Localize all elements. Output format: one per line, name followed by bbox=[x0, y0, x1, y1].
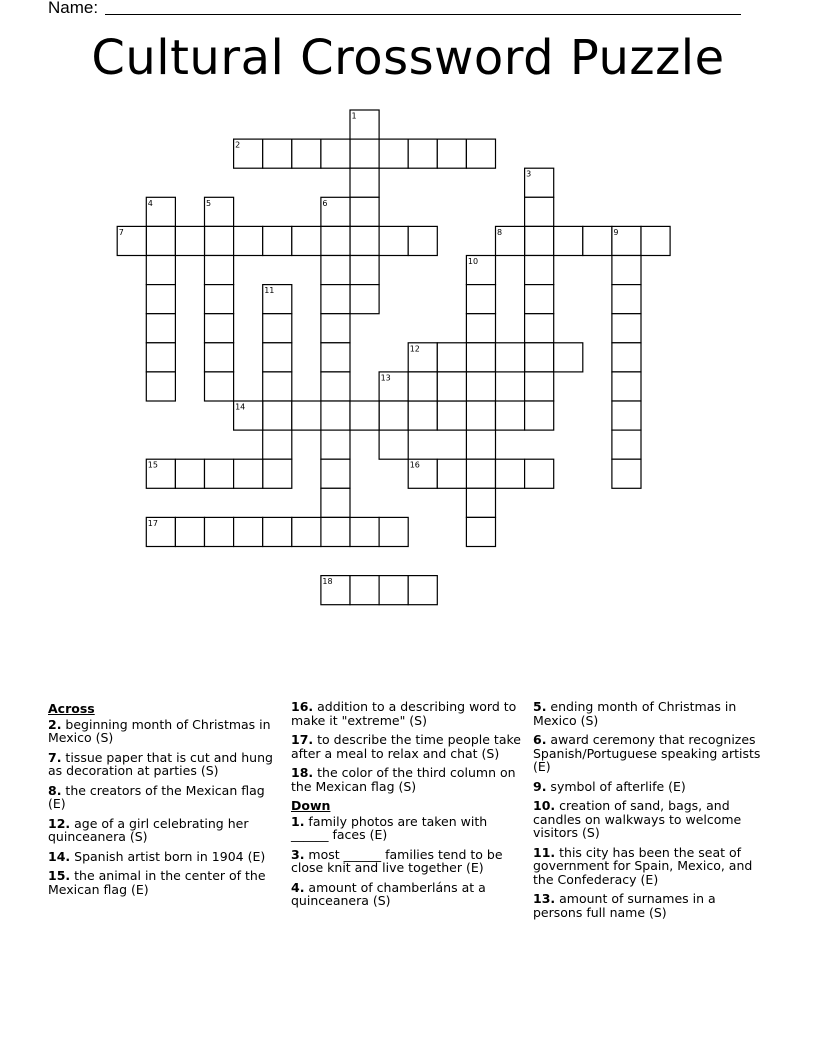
grid-cell[interactable] bbox=[466, 430, 495, 459]
grid-number: 18 bbox=[322, 577, 333, 587]
page-title: Cultural Crossword Puzzle bbox=[91, 30, 725, 86]
clue-number: 2. bbox=[48, 716, 62, 732]
clue-across-15 bbox=[48, 869, 276, 896]
grid-cell[interactable] bbox=[437, 459, 466, 488]
grid-cell[interactable] bbox=[525, 285, 554, 314]
grid-cell[interactable] bbox=[525, 459, 554, 488]
grid-cell[interactable] bbox=[263, 372, 292, 401]
clue-number: 8. bbox=[48, 782, 62, 798]
grid-cell[interactable] bbox=[525, 314, 554, 343]
clue-text: symbol of afterlife (E) bbox=[546, 778, 686, 794]
clue-text: award ceremony that recognizes Spanish/Portuguese speaking artists (E) bbox=[533, 732, 761, 774]
clue-text: the creators of the Mexican flag (E) bbox=[48, 782, 265, 811]
grid-cell[interactable] bbox=[496, 401, 525, 430]
grid-number: 13 bbox=[380, 373, 391, 383]
grid-cell[interactable] bbox=[263, 226, 292, 255]
grid-cell[interactable] bbox=[350, 197, 379, 226]
grid-cell[interactable] bbox=[466, 139, 495, 168]
grid-cell[interactable] bbox=[408, 576, 437, 605]
grid-cell[interactable] bbox=[292, 401, 321, 430]
grid-cell[interactable] bbox=[466, 488, 495, 517]
clue-across-14 bbox=[48, 850, 276, 864]
grid-cell[interactable] bbox=[379, 517, 408, 546]
clue-across-17 bbox=[291, 733, 527, 760]
grid-cell[interactable] bbox=[146, 343, 175, 372]
grid-cell[interactable] bbox=[146, 314, 175, 343]
clue-across-8 bbox=[48, 784, 276, 811]
clue-across-2 bbox=[48, 718, 276, 745]
clue-across-7 bbox=[48, 751, 276, 778]
grid-cell[interactable] bbox=[612, 372, 641, 401]
grid-cell[interactable] bbox=[263, 459, 292, 488]
grid-cell[interactable] bbox=[292, 139, 321, 168]
grid-cell[interactable] bbox=[612, 285, 641, 314]
clue-number: 6. bbox=[533, 732, 547, 747]
clue-down-10 bbox=[533, 799, 765, 840]
grid-number: 16 bbox=[409, 460, 420, 470]
grid-cell[interactable] bbox=[234, 226, 263, 255]
grid-cell[interactable] bbox=[408, 372, 437, 401]
grid-cell[interactable] bbox=[321, 372, 350, 401]
grid-cell[interactable] bbox=[205, 343, 234, 372]
grid-cell[interactable] bbox=[205, 459, 234, 488]
grid-cell[interactable] bbox=[379, 576, 408, 605]
grid-cell[interactable] bbox=[466, 285, 495, 314]
grid-number: 15 bbox=[147, 460, 158, 470]
grid-number: 11 bbox=[264, 286, 275, 296]
grid-cell[interactable] bbox=[146, 256, 175, 285]
clue-text: Spanish artist born in 1904 (E) bbox=[70, 848, 266, 864]
grid-number: 12 bbox=[409, 344, 420, 354]
clue-text: ending month of Christmas in Mexico (S) bbox=[533, 699, 737, 728]
grid-cell[interactable] bbox=[525, 226, 554, 255]
grid-cell[interactable] bbox=[234, 459, 263, 488]
grid-cell[interactable] bbox=[263, 343, 292, 372]
clue-number: 5. bbox=[533, 699, 547, 714]
clue-down-3 bbox=[291, 848, 527, 875]
clue-text: this city has been the seat of government for Spain, Mexico, and the Confederacy (E) bbox=[533, 844, 753, 887]
grid-number: 8 bbox=[497, 227, 503, 237]
clue-column-3 bbox=[533, 700, 765, 925]
grid-cell[interactable] bbox=[379, 401, 408, 430]
grid-number: 17 bbox=[147, 518, 158, 528]
clue-across-18 bbox=[291, 766, 527, 793]
grid-cell[interactable] bbox=[205, 285, 234, 314]
clue-down-9 bbox=[533, 780, 765, 794]
grid-cell[interactable] bbox=[525, 343, 554, 372]
grid-number: 7 bbox=[118, 227, 124, 237]
grid-cell[interactable] bbox=[292, 226, 321, 255]
clue-text: amount of chamberláns at a quinceanera (S) bbox=[291, 879, 486, 908]
grid-cell[interactable] bbox=[350, 517, 379, 546]
grid-cell[interactable] bbox=[321, 401, 350, 430]
grid-cell[interactable] bbox=[263, 430, 292, 459]
grid-cell[interactable] bbox=[466, 517, 495, 546]
clue-down-6 bbox=[533, 733, 765, 774]
grid-cell[interactable] bbox=[350, 139, 379, 168]
clue-number: 13. bbox=[533, 891, 556, 906]
grid-cell[interactable] bbox=[146, 285, 175, 314]
grid-cell[interactable] bbox=[496, 459, 525, 488]
grid-cell[interactable] bbox=[437, 401, 466, 430]
grid-cell[interactable] bbox=[350, 168, 379, 197]
grid-number: 9 bbox=[613, 227, 619, 237]
grid-cell[interactable] bbox=[525, 197, 554, 226]
clue-text: most ______ families tend to be close knit and live together (E) bbox=[291, 846, 503, 875]
grid-cell[interactable] bbox=[263, 139, 292, 168]
clue-number: 4. bbox=[291, 879, 305, 895]
grid-cell[interactable] bbox=[350, 256, 379, 285]
grid-cell[interactable] bbox=[612, 314, 641, 343]
grid-cell[interactable] bbox=[321, 459, 350, 488]
clue-down-1 bbox=[291, 815, 527, 842]
grid-cell[interactable] bbox=[321, 343, 350, 372]
clue-number: 15. bbox=[48, 868, 71, 883]
grid-cell[interactable] bbox=[525, 372, 554, 401]
clue-across-12 bbox=[48, 817, 276, 844]
grid-cell[interactable] bbox=[175, 517, 204, 546]
clue-text: family photos are taken with ______ faces (E) bbox=[291, 813, 488, 842]
grid-cell[interactable] bbox=[466, 459, 495, 488]
grid-cell[interactable] bbox=[466, 401, 495, 430]
clue-number: 7. bbox=[48, 749, 62, 765]
clue-number: 12. bbox=[48, 815, 71, 831]
grid-cell[interactable] bbox=[350, 285, 379, 314]
clue-number: 18. bbox=[291, 765, 314, 780]
grid-cell[interactable] bbox=[263, 401, 292, 430]
grid-number: 3 bbox=[526, 169, 532, 179]
grid-cell[interactable] bbox=[175, 226, 204, 255]
grid-cell[interactable] bbox=[437, 343, 466, 372]
clue-text: the animal in the center of the Mexican flag (E) bbox=[48, 868, 266, 897]
grid-cell[interactable] bbox=[379, 139, 408, 168]
grid-cell[interactable] bbox=[350, 401, 379, 430]
grid-cell[interactable] bbox=[263, 517, 292, 546]
grid-cell[interactable] bbox=[321, 517, 350, 546]
clue-number: 9. bbox=[533, 778, 547, 794]
grid-cell[interactable] bbox=[554, 343, 583, 372]
clue-down-4 bbox=[291, 881, 527, 908]
grid-cell[interactable] bbox=[466, 343, 495, 372]
grid-cell[interactable] bbox=[175, 459, 204, 488]
grid-cell[interactable] bbox=[146, 226, 175, 255]
grid-cell[interactable] bbox=[466, 314, 495, 343]
grid-cell[interactable] bbox=[146, 372, 175, 401]
grid-cell[interactable] bbox=[583, 226, 612, 255]
clue-text: creation of sand, bags, and candles on walkways to welcome visitors (S) bbox=[533, 798, 742, 840]
grid-cell[interactable] bbox=[292, 517, 321, 546]
grid-cell[interactable] bbox=[263, 314, 292, 343]
grid-number: 6 bbox=[322, 198, 328, 208]
clue-number: 10. bbox=[533, 798, 556, 813]
clue-number: 16. bbox=[291, 699, 314, 714]
grid-cell[interactable] bbox=[379, 226, 408, 255]
clue-text: age of a girl celebrating her quinceanera (S) bbox=[48, 815, 249, 844]
clue-number: 17. bbox=[291, 732, 314, 747]
down-heading: Down bbox=[291, 798, 331, 813]
grid-cell[interactable] bbox=[612, 343, 641, 372]
grid-cell[interactable] bbox=[641, 226, 670, 255]
clue-column-2 bbox=[291, 700, 527, 914]
grid-cell[interactable] bbox=[408, 139, 437, 168]
grid-cell[interactable] bbox=[321, 314, 350, 343]
clue-text: to describe the time people take after a meal to relax and chat (S) bbox=[291, 732, 521, 761]
grid-cell[interactable] bbox=[205, 372, 234, 401]
grid-cell[interactable] bbox=[612, 401, 641, 430]
clue-number: 1. bbox=[291, 813, 305, 829]
grid-cell[interactable] bbox=[350, 226, 379, 255]
grid-cell[interactable] bbox=[408, 226, 437, 255]
clue-text: addition to a describing word to make it "extreme" (S) bbox=[291, 699, 517, 728]
grid-cell[interactable] bbox=[525, 256, 554, 285]
grid-cell[interactable] bbox=[379, 430, 408, 459]
grid-number: 4 bbox=[147, 198, 153, 208]
clue-number: 3. bbox=[291, 846, 305, 862]
grid-cell[interactable] bbox=[205, 256, 234, 285]
grid-number: 14 bbox=[235, 402, 246, 412]
grid-cell[interactable] bbox=[496, 343, 525, 372]
grid-cell[interactable] bbox=[321, 285, 350, 314]
grid-cell[interactable] bbox=[321, 226, 350, 255]
across-heading: Across bbox=[48, 701, 95, 716]
clue-text: tissue paper that is cut and hung as decoration at parties (S) bbox=[48, 749, 273, 778]
clue-text: beginning month of Christmas in Mexico (S) bbox=[48, 716, 271, 745]
clue-number: 14. bbox=[48, 848, 71, 864]
clue-text: the color of the third column on the Mexican flag (S) bbox=[291, 765, 516, 794]
grid-cell[interactable] bbox=[554, 226, 583, 255]
grid-cell[interactable] bbox=[612, 430, 641, 459]
grid-cell[interactable] bbox=[205, 314, 234, 343]
clue-down-13 bbox=[533, 892, 765, 919]
grid-cell[interactable] bbox=[234, 517, 263, 546]
clue-number: 11. bbox=[533, 844, 556, 860]
grid-cell[interactable] bbox=[612, 459, 641, 488]
grid-number: 1 bbox=[351, 111, 357, 121]
clue-across-16 bbox=[291, 700, 527, 727]
grid-number: 2 bbox=[235, 140, 241, 150]
grid-cell[interactable] bbox=[321, 488, 350, 517]
grid-number: 10 bbox=[467, 257, 479, 266]
grid-cell[interactable] bbox=[205, 226, 234, 255]
grid-cell[interactable] bbox=[437, 372, 466, 401]
grid-cell[interactable] bbox=[408, 401, 437, 430]
grid-cell[interactable] bbox=[321, 430, 350, 459]
clue-text: amount of surnames in a persons full name (S) bbox=[533, 891, 716, 920]
grid-cell[interactable] bbox=[321, 139, 350, 168]
grid-number: 5 bbox=[206, 198, 212, 208]
grid-cell[interactable] bbox=[525, 401, 554, 430]
grid-cell[interactable] bbox=[437, 139, 466, 168]
grid-cell[interactable] bbox=[321, 256, 350, 285]
grid-cell[interactable] bbox=[612, 256, 641, 285]
clue-down-11 bbox=[533, 846, 765, 887]
grid-cell[interactable] bbox=[466, 372, 495, 401]
grid-cell[interactable] bbox=[205, 517, 234, 546]
clue-column-1 bbox=[48, 700, 276, 902]
clue-down-5 bbox=[533, 700, 765, 727]
grid-cell[interactable] bbox=[350, 576, 379, 605]
name-label: Name: bbox=[48, 0, 99, 17]
